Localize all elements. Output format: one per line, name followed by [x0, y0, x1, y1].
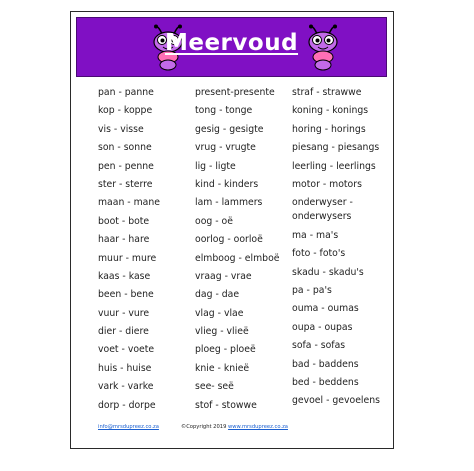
word-pair: oupa - oupas — [292, 321, 353, 333]
copyright-text: ©Copyright 2019 — [181, 424, 227, 430]
word-pair: piesang - piesangs — [292, 142, 380, 154]
word-column-2 — [195, 84, 279, 415]
word-pair: present-presente — [195, 87, 275, 98]
bug-icon — [302, 24, 344, 72]
word-pair: kind - kinders — [195, 178, 259, 190]
word-pair: elmboog - elmboë — [195, 252, 280, 264]
word-pair: kop - koppe — [98, 105, 153, 117]
word-pair: huis - huise — [98, 362, 152, 374]
word-pair: pa - pa's — [292, 285, 332, 297]
word-pair: maan - mane — [98, 197, 160, 209]
word-pair: ouma - oumas — [292, 303, 359, 315]
word-pair: lig - ligte — [195, 160, 236, 172]
word-pair: kaas - kase — [98, 270, 151, 282]
word-pair: oorlog - oorloë — [195, 234, 263, 246]
word-pair: ma - ma's — [292, 229, 339, 241]
word-pair: vraag - vrae — [195, 270, 252, 282]
word-pair: dier - diere — [98, 326, 149, 338]
footer-copyright — [181, 424, 288, 430]
word-pair: ster - sterre — [98, 178, 153, 190]
word-pair: skadu - skadu's — [292, 266, 364, 278]
word-pair: ploeg - ploeë — [195, 344, 256, 356]
word-pair: leerling - leerlings — [292, 160, 376, 172]
word-pair: see- seë — [195, 381, 234, 393]
worksheet — [70, 11, 394, 449]
word-pair: gesig - gesigte — [195, 123, 264, 135]
word-pair: straf - strawwe — [292, 87, 362, 98]
word-pair: stof - stowwe — [195, 399, 257, 411]
word-pair: vis - visse — [98, 123, 144, 135]
word-pair: onderwyser - onderwysers — [292, 197, 353, 223]
word-pair: pen - penne — [98, 160, 154, 172]
word-pair: gevoel - gevoelens — [292, 395, 380, 407]
word-pair: been - bene — [98, 289, 154, 301]
word-pair: koning - konings — [292, 105, 369, 117]
word-pair: voet - voete — [98, 344, 155, 356]
word-pair: vrug - vrugte — [195, 142, 256, 154]
word-pair: vlag - vlae — [195, 307, 244, 319]
word-pair: dorp - dorpe — [98, 399, 156, 411]
word-pair: foto - foto's — [292, 248, 346, 260]
footer-site-link[interactable]: www.mrsdupreez.co.za — [228, 424, 288, 430]
footer-email-link[interactable]: info@mrsdupreez.co.za — [98, 424, 159, 430]
word-column-3 — [292, 84, 384, 411]
word-pair: tong - tonge — [195, 105, 253, 117]
word-pair: bad - baddens — [292, 358, 359, 370]
word-pair: knie - knieë — [195, 362, 250, 374]
word-pair: vark - varke — [98, 381, 154, 393]
word-pair: oog - oë — [195, 215, 233, 227]
word-pair: boot - bote — [98, 215, 150, 227]
word-pair: haar - hare — [98, 234, 150, 246]
title-banner — [76, 17, 387, 77]
word-pair: motor - motors — [292, 178, 362, 190]
word-pair: sofa - sofas — [292, 340, 346, 352]
word-pair: muur - mure — [98, 252, 157, 264]
word-pair: horing - horings — [292, 123, 366, 135]
word-pair: pan - panne — [98, 87, 154, 98]
word-pair: bed - beddens — [292, 376, 359, 388]
word-pair: lam - lammers — [195, 197, 263, 209]
word-pair: vlieg - vlieë — [195, 326, 249, 338]
word-pair: vuur - vure — [98, 307, 150, 319]
page-title: Meervoud — [164, 30, 299, 56]
word-pair: son - sonne — [98, 142, 152, 154]
word-pair: dag - dae — [195, 289, 240, 301]
word-column-1 — [98, 84, 160, 415]
